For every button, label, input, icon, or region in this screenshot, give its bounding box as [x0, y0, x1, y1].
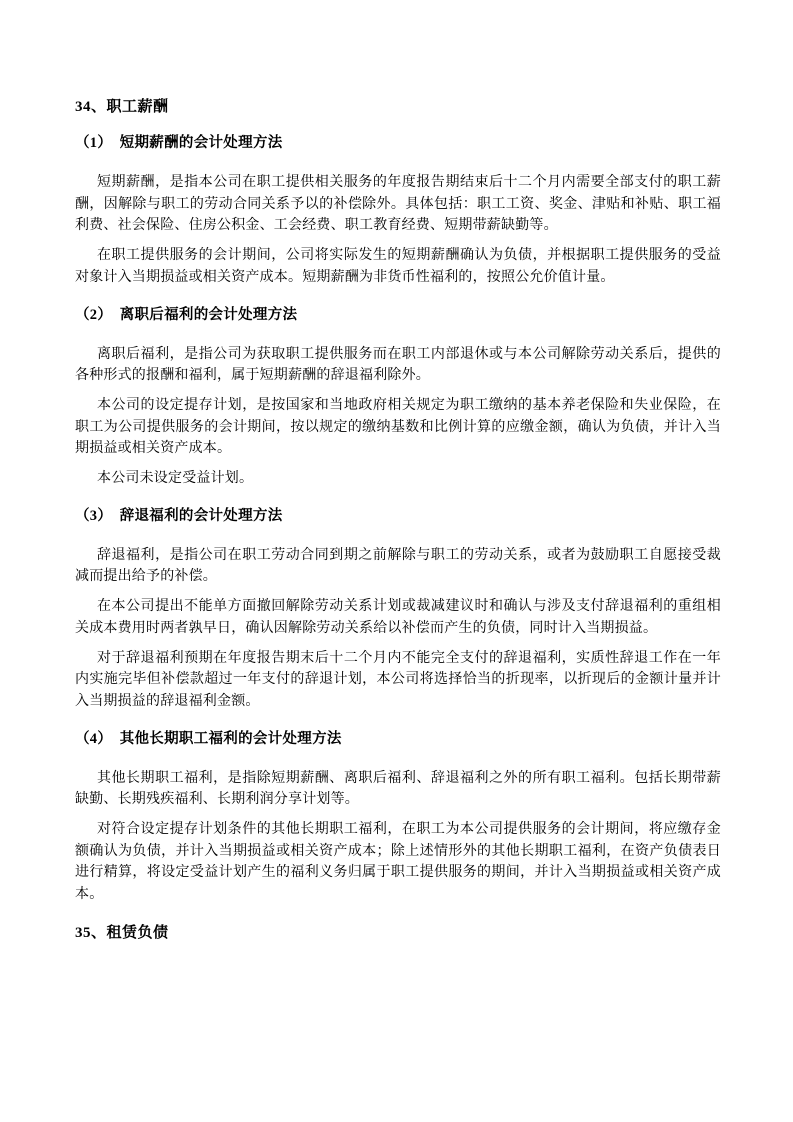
- paragraph-short-term-recognition: 在职工提供服务的会计期间，公司将实际发生的短期薪酬确认为负债，并根据职工提供服务的受益对象计入当期损益或相关资产成本。短期薪酬为非货币性福利的，按照公允价值计量。: [75, 248, 721, 285]
- paragraph-termination-discounting: 对于辞退福利预期在年度报告期末后十二个月内不能完全支付的辞退福利，实质性辞退工作在一年内实施完毕但补偿款超过一年支付的辞退计划，本公司将选择恰当的折现率，以折现后的金额计量并计入当期损益的辞退福利金额。: [75, 650, 721, 709]
- subsection-heading-1-short-term-compensation: （1） 短期薪酬的会计处理方法: [75, 135, 283, 151]
- section-heading-34-employee-compensation: 34、职工薪酬: [75, 99, 169, 115]
- paragraph-post-employment-definition: 离职后福利，是指公司为获取职工提供服务而在职工内部退休或与本公司解除劳动关系后，提供的各种形式的报酬和福利，属于短期薪酬的辞退福利除外。: [75, 346, 721, 384]
- paragraph-termination-definition: 辞退福利，是指公司在职工劳动合同到期之前解除与职工的劳动关系，或者为鼓励职工自愿接受裁减而提出给予的补偿。: [75, 547, 721, 585]
- paragraph-other-long-term-recognition: 对符合设定提存计划条件的其他长期职工福利，在职工为本公司提供服务的会计期间，将应缴存金额确认为负债，并计入当期损益或相关资产成本；除上述情形外的其他长期职工福利，在资产负债表日进行精算，将设定受益计划产生的福利义务归属于职工提供服务的期间，并计入当期损益或相关资产成本。: [75, 822, 721, 903]
- paragraph-termination-recognition: 在本公司提出不能单方面撤回解除劳动关系计划或裁减建议时和确认与涉及支付辞退福利的重组相关成本费用时两者孰早日，确认因解除劳动关系给以补偿而产生的负债，同时计入当期损益。: [75, 599, 721, 636]
- subsection-heading-3-termination-benefits: （3） 辞退福利的会计处理方法: [75, 507, 283, 524]
- paragraph-no-defined-benefit-plan: 本公司未设定受益计划。: [97, 471, 254, 487]
- document-body: [75, 97, 721, 943]
- paragraph-short-term-definition: 短期薪酬，是指本公司在职工提供相关服务的年度报告期结束后十二个月内需要全部支付的职工薪酬，因解除与职工的劳动合同关系予以的补偿除外。具体包括：职工工资、奖金、津贴和补贴、职工福利费、社会保险、住房公积金、工会经费、职工教育经费、短期带薪缺勤等。: [75, 175, 721, 234]
- section-heading-35-lease-liabilities: 35、租赁负债: [75, 924, 169, 941]
- paragraph-defined-contribution-plan: 本公司的设定提存计划，是按国家和当地政府相关规定为职工缴纳的基本养老保险和失业保险，在职工为公司提供服务的会计期间，按以规定的缴纳基数和比例计算的应缴金额，确认为负债，并计入当期损益或相关资产成本。: [75, 397, 721, 457]
- paragraph-other-long-term-definition: 其他长期职工福利，是指除短期薪酬、离职后福利、辞退福利之外的所有职工福利。包括长期带薪缺勤、长期残疾福利、长期利润分享计划等。: [75, 770, 721, 808]
- subsection-heading-4-other-long-term-benefits: （4） 其他长期职工福利的会计处理方法: [75, 730, 342, 747]
- subsection-heading-2-post-employment-benefits: （2） 离职后福利的会计处理方法: [75, 306, 298, 323]
